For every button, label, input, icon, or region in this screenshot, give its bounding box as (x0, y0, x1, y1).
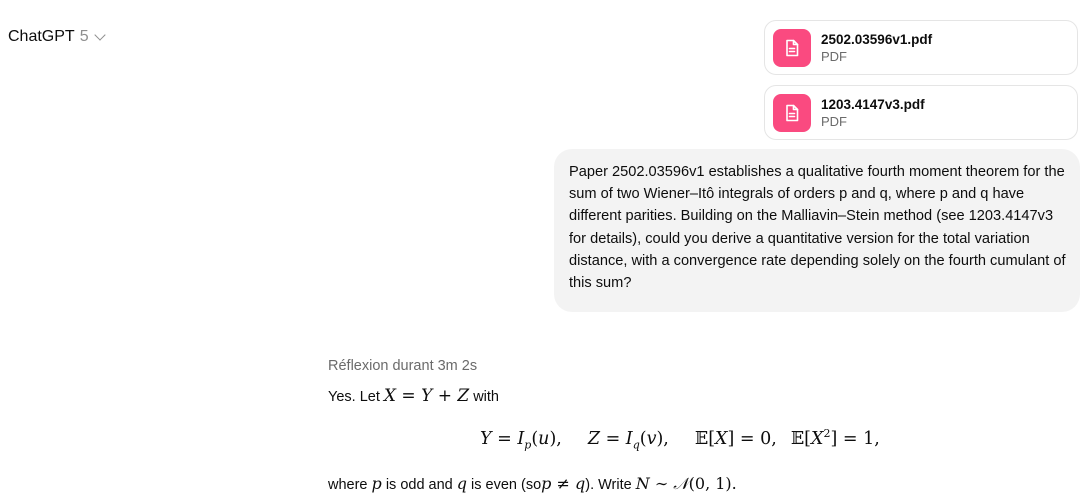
response-intro (328, 384, 1048, 409)
attachment-name: 2502.03596v1.pdf (821, 31, 933, 47)
math-inline: q (456, 474, 468, 494)
math-inline: X = Y + Z (383, 386, 470, 406)
attachment-card[interactable] (764, 85, 1078, 140)
assistant-response (328, 358, 1048, 497)
math-inline: N ∼ 𝒩(0, 1). (635, 474, 737, 494)
intro-prefix: Yes. Let (328, 389, 380, 405)
math-inline: p ≠ q (541, 474, 586, 494)
math-display: $Y = I_p(u)$, $Z = I_q(v)$, 𝔼[X] = 0, $𝔼[X^2] = 1$, (480, 427, 880, 452)
thinking-duration-toggle[interactable]: Réflexion durant 3m 2s (328, 358, 478, 374)
document-icon (773, 94, 811, 132)
response-where (328, 472, 1048, 497)
attachment-name: 1203.4147v3.pdf (821, 96, 925, 112)
document-icon (773, 29, 811, 67)
model-name: ChatGPT (8, 28, 75, 45)
where-text-2: is even (so (471, 477, 542, 494)
attachment-type: PDF (821, 113, 847, 129)
user-message-bubble (554, 149, 1080, 312)
attachment-card[interactable] (764, 20, 1078, 75)
attachment-type: PDF (821, 48, 847, 64)
user-message-text: Paper 2502.03596v1 establishes a qualitative fourth moment theorem for the sum of two Wiener–Itô integrals of orders p and q, where p and q have different parities. Building on the Malliavin–Stein method (see 1203.4147v3 for details), could you derive a quantitative version for the total variation distance, with a convergence rate depending solely on the fourth cumulant of this sum? (569, 164, 1066, 292)
model-selector[interactable] (8, 28, 104, 46)
intro-suffix: with (473, 389, 499, 405)
chevron-down-icon (94, 29, 105, 40)
model-version: 5 (79, 28, 89, 45)
where-text-3: ). Write (585, 477, 632, 494)
where-prefix: where (328, 477, 368, 494)
where-text-1: is odd and (385, 477, 453, 494)
math-inline: p (371, 474, 382, 494)
